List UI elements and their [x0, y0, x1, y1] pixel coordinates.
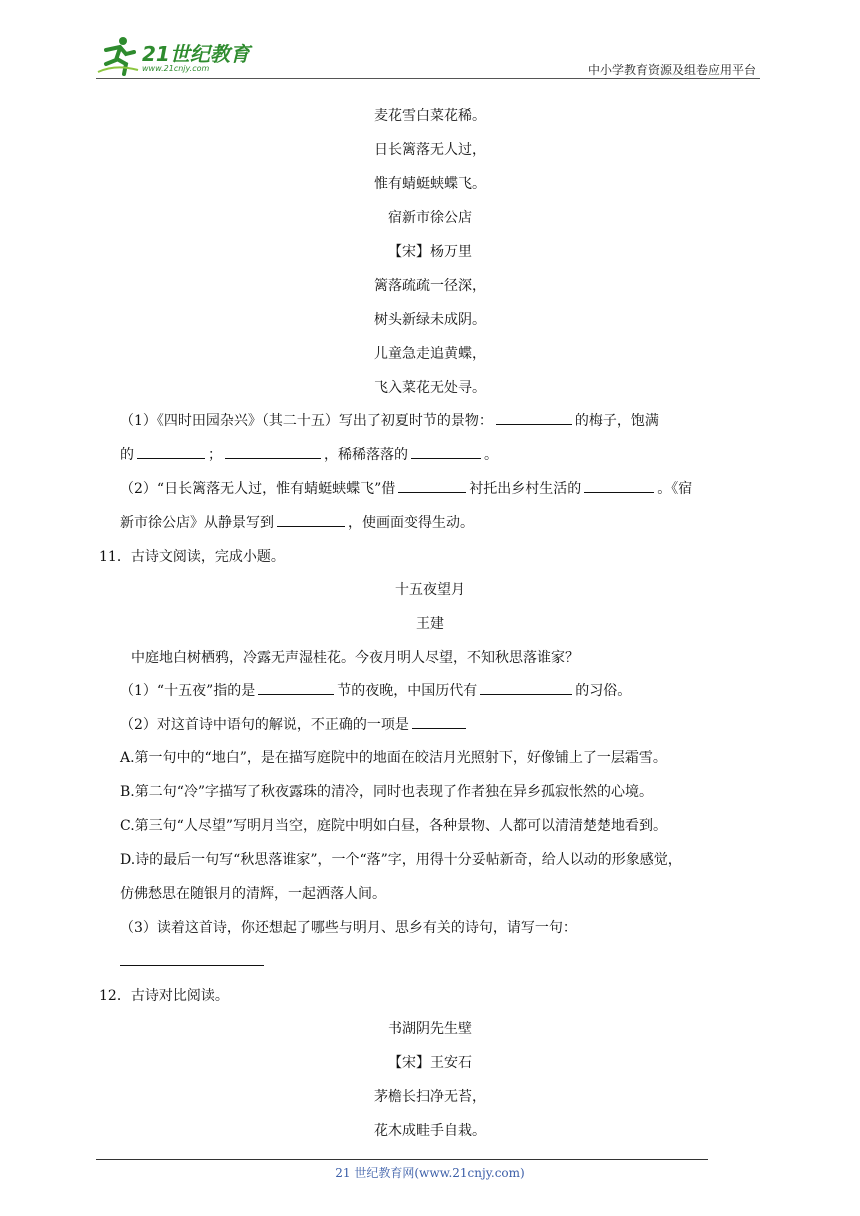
question-10-2: （2）“日长篱落无人过，惟有蜻蜓蛱蝶飞”借 衬托出乡村生活的 。《宿: [120, 481, 693, 497]
question-11-2: （2）对这首诗中语句的解说，不正确的一项是: [120, 715, 469, 735]
poem-author: 王建: [416, 616, 444, 632]
site-logo: [96, 34, 266, 78]
option-b[interactable]: B.第二句“冷”字描写了秋夜露珠的清冷，同时也表现了作者独在异乡孤寂怅然的心境。: [120, 784, 654, 800]
poem-text: 中庭地白树栖鸦，冷露无声湿桂花。今夜月明人尽望，不知秋思落谁家？: [131, 650, 579, 666]
poem-author: 【宋】杨万里: [388, 244, 472, 260]
question-11-heading: 11．古诗文阅读，完成小题。: [99, 549, 285, 565]
option-c[interactable]: C.第三句“人尽望”写明月当空，庭院中明如白昼，各种景物、人都可以清清楚楚地看到。: [120, 818, 667, 834]
answer-blank[interactable]: [496, 411, 572, 425]
poem-line: 麦花雪白菜花稀。: [374, 108, 486, 124]
question-10-1: （1）《四时田园杂兴》（其二十五）写出了初夏时节的景物： 的梅子，饱满: [120, 413, 659, 429]
header-divider: [96, 78, 760, 79]
footer-divider: [96, 1159, 708, 1160]
option-d-cont: 仿佛愁思在随银月的清辉，一起洒落人间。: [120, 886, 386, 902]
poem-line: 儿童急走追黄蝶，: [374, 346, 486, 362]
option-d[interactable]: D.诗的最后一句写“秋思落谁家”，一个“落”字，用得十分妥帖新奇，给人以动的形象感觉，: [120, 852, 682, 868]
answer-blank[interactable]: [412, 715, 466, 729]
poem-title: 宿新市徐公店: [388, 210, 472, 226]
answer-blank[interactable]: [411, 445, 481, 459]
poem-author: 【宋】王安石: [388, 1055, 472, 1071]
answer-line[interactable]: [120, 965, 264, 966]
option-a[interactable]: A.第一句中的“地白”，是在描写庭院中的地面在皎洁月光照射下，好像铺上了一层霜雪。: [120, 750, 667, 766]
question-11-3: （3）读着这首诗，你还想起了哪些与明月、思乡有关的诗句，请写一句：: [120, 920, 577, 936]
question-10-1-cont: 的 ； ，稀稀落落的 。: [120, 447, 498, 463]
page-header: [96, 28, 760, 78]
poem-line: 茅檐长扫净无苔，: [374, 1089, 486, 1105]
question-12-heading: 12．古诗对比阅读。: [99, 988, 229, 1004]
poem-title: 书湖阴先生壁: [388, 1021, 472, 1037]
poem-title: 十五夜望月: [395, 582, 465, 598]
poem-line: 日长篱落无人过，: [374, 142, 486, 158]
answer-blank[interactable]: [584, 479, 654, 493]
poem-line: 篱落疏疏一径深，: [374, 278, 486, 294]
poem-line: 惟有蜻蜓蛱蝶飞。: [374, 176, 486, 192]
poem-line: 花木成畦手自栽。: [374, 1123, 486, 1139]
answer-blank[interactable]: [480, 681, 572, 695]
answer-blank[interactable]: [225, 445, 321, 459]
answer-blank[interactable]: [258, 681, 334, 695]
runner-logo-icon: [96, 34, 140, 78]
poem-line: 飞入菜花无处寻。: [374, 380, 486, 396]
footer-link[interactable]: 21 世纪教育网(www.21cnjy.com): [335, 1166, 525, 1180]
answer-blank[interactable]: [398, 479, 466, 493]
answer-blank[interactable]: [277, 513, 345, 527]
logo-text: 21世纪教育: [142, 42, 250, 66]
logo-url: www.21cnjy.com: [142, 64, 210, 73]
question-10-2-cont: 新市徐公店》从静景写到 ，使画面变得生动。: [120, 515, 474, 531]
platform-name: 中小学教育资源及组卷应用平台: [587, 63, 756, 77]
poem-line: 树头新绿未成阴。: [374, 312, 486, 328]
answer-blank[interactable]: [137, 445, 205, 459]
question-11-1: （1）“十五夜”指的是 节的夜晚，中国历代有 的习俗。: [120, 683, 632, 699]
